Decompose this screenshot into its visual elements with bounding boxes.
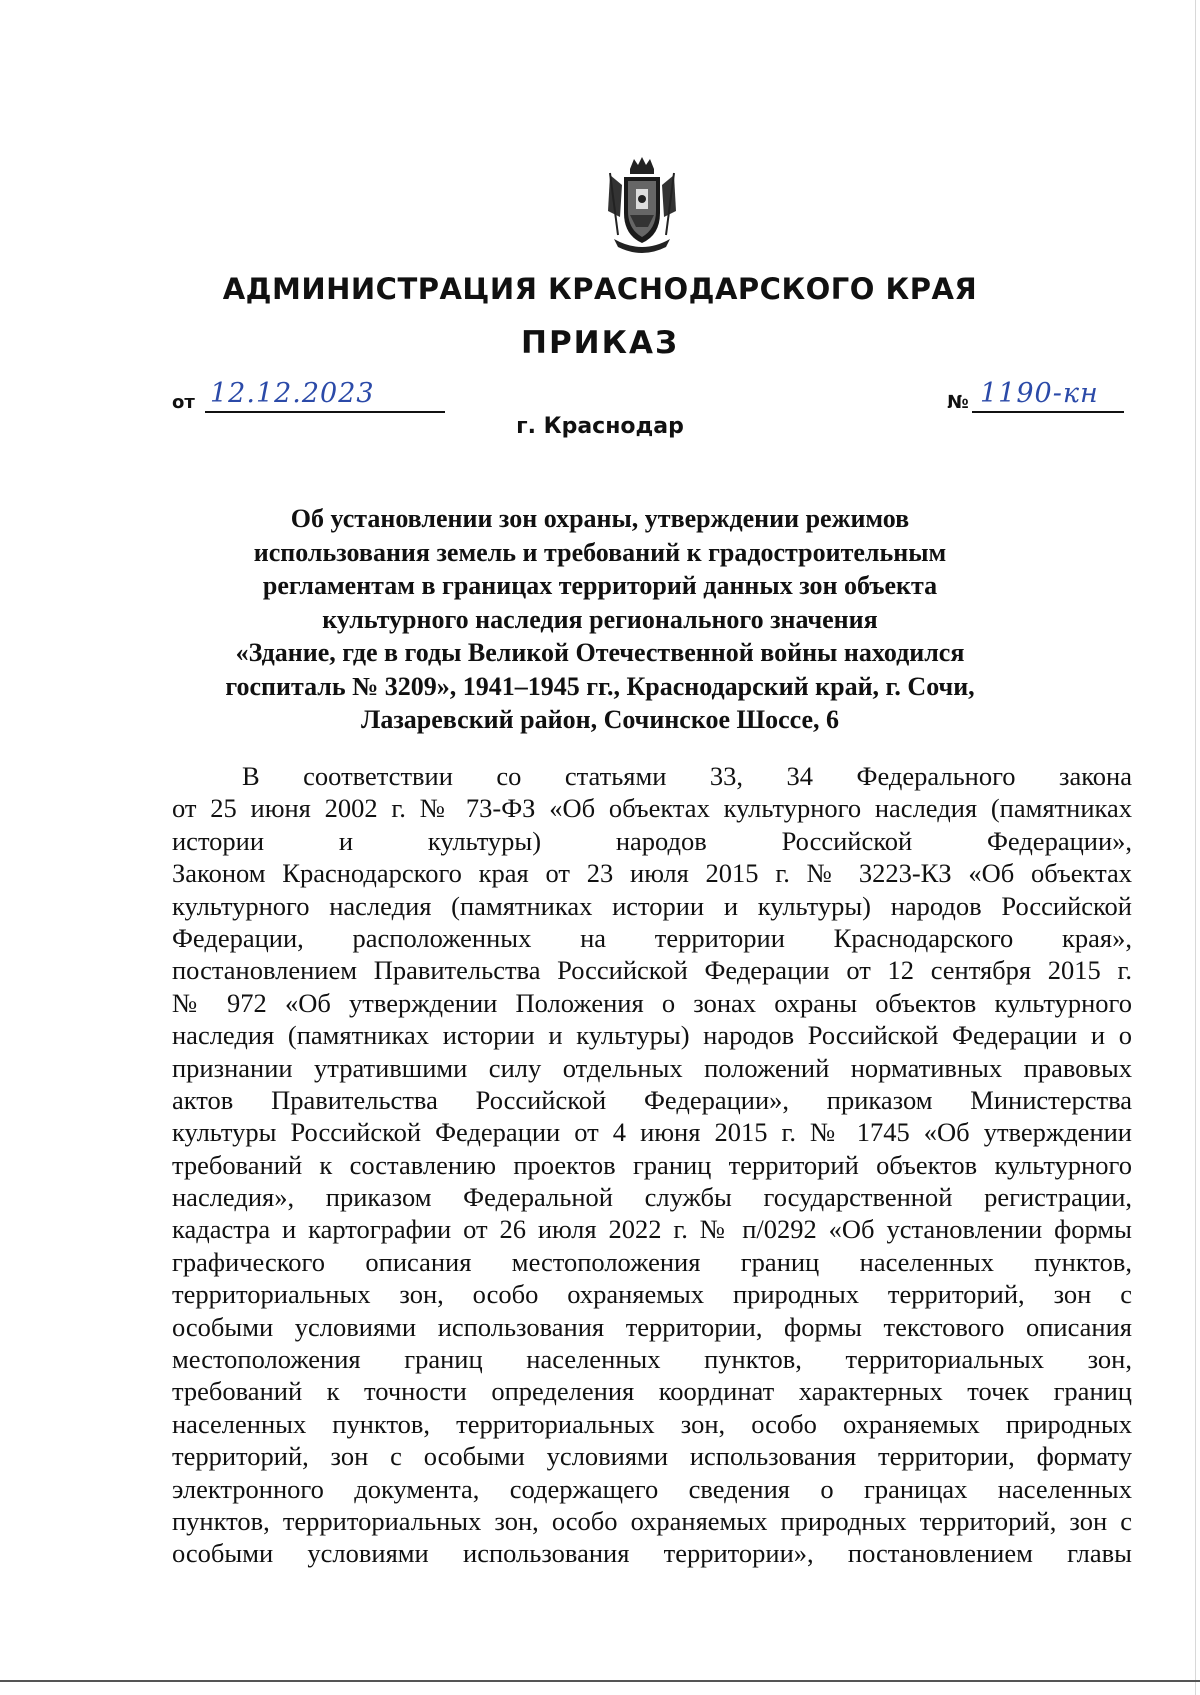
title-line: Лазаревский район, Сочинское Шоссе, 6 [360, 705, 840, 734]
body-line: Законом Краснодарского края от 23 июля 2015 г. № 3223-КЗ «Об объектах [172, 858, 1132, 889]
number-underline [972, 411, 1124, 413]
body-line: требований к точности определения координат характерных точек границ [172, 1376, 1132, 1407]
body-line: электронного документа, содержащего сведения о границах населенных [172, 1473, 1132, 1504]
body-line: графического описания местоположения границ населенных пунктов, [172, 1246, 1132, 1277]
body-line: территориальных зон, особо охраняемых природных территорий, зон с [172, 1279, 1132, 1310]
body-line: наследия», приказом Федеральной службы государственной регистрации, [172, 1182, 1132, 1213]
handwritten-number: 1190-кн [980, 378, 1099, 409]
title-line: использования земель и требований к градостроительным [253, 537, 947, 567]
title-line: «Здание, где в годы Великой Отечественной войны находился [235, 638, 965, 667]
number-label: № [947, 392, 969, 413]
coat-of-arms-icon [600, 155, 684, 255]
body-text [172, 760, 1132, 1570]
title-line: госпиталь № 3209», 1941–1945 гг., Краснодарский край, г. Сочи, [225, 671, 975, 701]
page-bottom-edge [0, 1680, 1200, 1682]
title-line: регламентам в границах территорий данных зон объекта [262, 571, 938, 600]
body-line: В соответствии со статьями 33, 34 Федерального закона [242, 761, 1132, 791]
title-line: Об установлении зон охраны, утверждении режимов [290, 504, 910, 533]
document-title [170, 502, 1030, 737]
body-line: кадастра и картографии от 26 июля 2022 г. № п/0292 «Об установлении формы [172, 1214, 1132, 1245]
body-line: актов Правительства Российской Федерации», приказом Министерства [172, 1084, 1132, 1115]
body-line: населенных пунктов, территориальных зон, особо охраняемых природных [172, 1408, 1132, 1439]
agency-name: АДМИНИСТРАЦИЯ КРАСНОДАРСКОГО КРАЯ [222, 272, 978, 306]
city-name: г. Краснодар [516, 414, 684, 439]
body-line: особыми условиями использования территории, формы текстового описания [172, 1311, 1132, 1342]
date-label: от [172, 392, 195, 413]
date-underline [205, 411, 445, 413]
body-line: территорий, зон с особыми условиями использования территории, формату [172, 1441, 1132, 1472]
body-line: культуры Российской Федерации от 4 июня 2015 г. № 1745 «Об утверждении [172, 1117, 1132, 1148]
body-line: пунктов, территориальных зон, особо охраняемых природных территорий, зон с [172, 1505, 1132, 1536]
body-line: особыми условиями использования территории», постановлением главы [172, 1538, 1132, 1569]
body-line: культурного наследия (памятниках истории и культуры) народов Российской [172, 890, 1132, 921]
body-line: № 972 «Об утверждении Положения о зонах охраны объектов культурного [172, 987, 1132, 1018]
body-line: Федерации, расположенных на территории Краснодарского края», [172, 922, 1132, 953]
body-line: наследия (памятниках истории и культуры) народов Российской Федерации и о [172, 1020, 1132, 1051]
title-line: культурного наследия регионального значения [322, 604, 878, 634]
page-edge [1195, 0, 1196, 1695]
document-type: ПРИКАЗ [521, 325, 679, 361]
body-line: местоположения границ населенных пунктов, территориальных зон, [172, 1344, 1132, 1375]
body-line: требований к составлению проектов границ территорий объектов культурного [172, 1149, 1132, 1180]
body-line: постановлением Правительства Российской Федерации от 12 сентября 2015 г. [172, 955, 1132, 986]
body-line: признании утратившими силу отдельных положений нормативных правовых [172, 1052, 1132, 1083]
body-line: истории и культуры) народов Российской Федерации», [172, 825, 1132, 856]
body-line: от 25 июня 2002 г. № 73-ФЗ «Об объектах культурного наследия (памятниках [172, 793, 1132, 824]
handwritten-date: 12.12.2023 [210, 378, 375, 409]
